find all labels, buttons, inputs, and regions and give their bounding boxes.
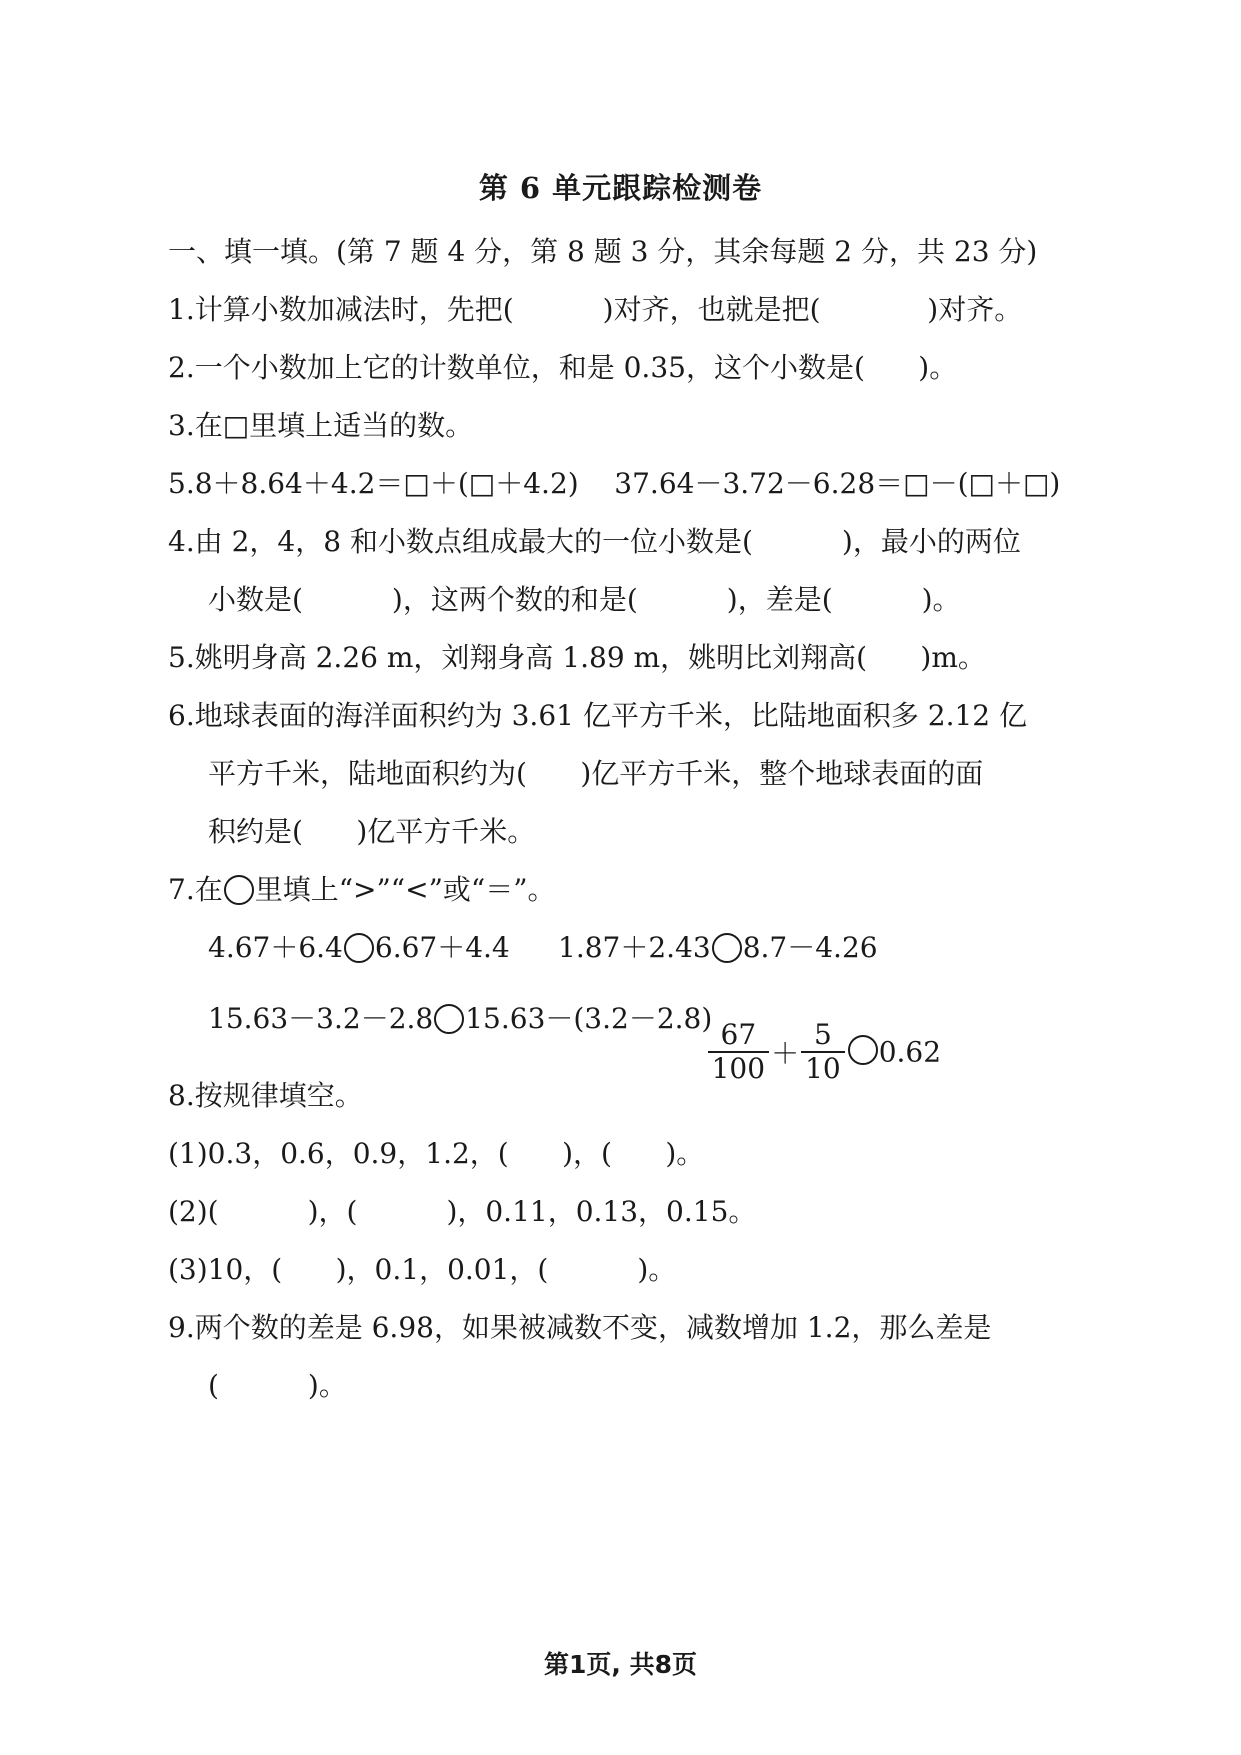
compare-b-left: 1.87＋2.43 bbox=[558, 931, 711, 964]
compare-d-right: 0.62 bbox=[878, 1035, 942, 1069]
fraction-67-100 bbox=[708, 1019, 769, 1085]
question-8-part-1: (1)0.3，0.6，0.9，1.2，( )，( )。 bbox=[168, 1137, 705, 1170]
plus-sign: ＋ bbox=[771, 1037, 800, 1070]
fraction-denominator: 10 bbox=[805, 1052, 841, 1085]
question-7-prefix: 7.在 bbox=[168, 873, 223, 906]
fraction-numerator: 5 bbox=[801, 1019, 845, 1053]
question-7-suffix: 里填上“>”“<”或“＝”。 bbox=[254, 873, 556, 906]
compare-c-right: 15.63－(3.2－2.8) bbox=[465, 1002, 713, 1035]
question-6-line-3: 积约是( )亿平方千米。 bbox=[208, 815, 536, 848]
question-6-line-1: 6.地球表面的海洋面积约为 3.61 亿平方千米，比陆地面积多 2.12 亿 bbox=[168, 699, 1028, 732]
question-9-line-2: ( )。 bbox=[208, 1369, 347, 1402]
compare-item-b bbox=[558, 930, 878, 966]
blank-circle-icon bbox=[434, 1004, 464, 1034]
compare-b-right: 8.7－4.26 bbox=[742, 931, 878, 964]
compare-c-left: 15.63－3.2－2.8 bbox=[208, 1002, 434, 1035]
question-3: 3.在□里填上适当的数。 bbox=[168, 409, 474, 442]
question-4-line-2: 小数是( )，这两个数的和是( )，差是( )。 bbox=[208, 583, 961, 616]
question-6-line-2: 平方千米，陆地面积约为( )亿平方千米，整个地球表面的面 bbox=[208, 757, 984, 790]
page-title: 第 6 单元跟踪检测卷 bbox=[478, 171, 763, 205]
compare-item-c bbox=[208, 1001, 712, 1037]
question-5: 5.姚明身高 2.26 m，刘翔身高 1.89 m，姚明比刘翔高( )m。 bbox=[168, 641, 986, 674]
compare-item-d bbox=[670, 986, 941, 1118]
fraction-numerator: 67 bbox=[708, 1019, 769, 1053]
question-4-line-1: 4.由 2，4，8 和小数点组成最大的一位小数是( )，最小的两位 bbox=[168, 525, 1021, 558]
fraction-denominator: 100 bbox=[711, 1052, 766, 1085]
blank-circle-icon bbox=[712, 933, 742, 963]
compare-item-a bbox=[208, 930, 510, 966]
question-7 bbox=[168, 872, 556, 908]
question-1: 1.计算小数加减法时，先把( )对齐，也就是把( )对齐。 bbox=[168, 293, 1023, 326]
question-3-expressions: 5.8＋8.64＋4.2＝□＋(□＋4.2) 37.64－3.72－6.28＝□－(□＋□) bbox=[168, 467, 1061, 500]
compare-a-right: 6.67＋4.4 bbox=[374, 931, 510, 964]
page-footer: 第1页, 共8页 bbox=[544, 1650, 697, 1679]
fraction-5-10 bbox=[801, 1019, 845, 1085]
blank-circle-icon bbox=[848, 1035, 878, 1065]
question-8-part-2: (2)( )，( )，0.11，0.13，0.15。 bbox=[168, 1195, 757, 1228]
section-heading: 一、填一填。(第 7 题 4 分，第 8 题 3 分，其余每题 2 分，共 23 分) bbox=[168, 235, 1038, 268]
blank-circle-icon bbox=[344, 933, 374, 963]
question-8-part-3: (3)10，( )，0.1，0.01，( )。 bbox=[168, 1253, 677, 1286]
question-2: 2.一个小数加上它的计数单位，和是 0.35，这个小数是( )。 bbox=[168, 351, 958, 384]
compare-a-left: 4.67＋6.4 bbox=[208, 931, 343, 964]
question-9-line-1: 9.两个数的差是 6.98，如果被减数不变，减数增加 1.2，那么差是 bbox=[168, 1311, 992, 1344]
question-8: 8.按规律填空。 bbox=[168, 1079, 363, 1112]
blank-circle-icon bbox=[224, 875, 254, 905]
